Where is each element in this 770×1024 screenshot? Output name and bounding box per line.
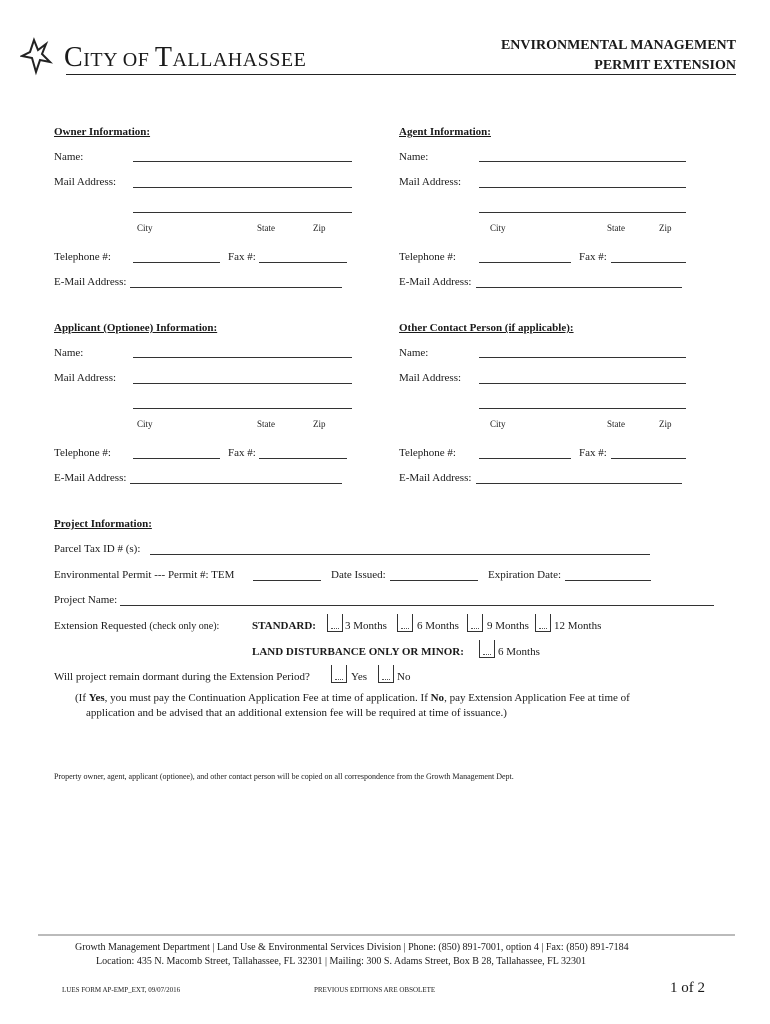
checkbox-dormant-no[interactable] [378,665,394,683]
owner-zip-label: Zip [313,223,326,233]
copy-notice: Property owner, agent, applicant (optionee), and other contact person will be copied on all correspondence from the Growth Management Dept. [54,772,514,781]
agent-fax-label: Fax #: [579,251,607,263]
applicant-fax-field[interactable] [259,458,347,459]
expiration-date-field[interactable] [565,580,651,581]
applicant-state-label: State [257,419,275,429]
other-telephone-field[interactable] [479,458,571,459]
agent-heading: Agent Information: [399,126,491,138]
fee-note-no: No [430,692,445,704]
owner-telephone-field[interactable] [133,262,220,263]
wordmark-ity-of: ITY OF [83,49,155,71]
applicant-email-label: E-Mail Address: [54,472,127,484]
page-number: 1 of 2 [670,980,705,996]
owner-fax-field[interactable] [259,262,347,263]
owner-email-field[interactable] [130,287,342,288]
label-12-months: 12 Months [554,620,602,632]
checkbox-12-months[interactable] [535,614,551,632]
permit-number-field[interactable] [253,580,321,581]
agent-zip-label: Zip [659,223,672,233]
form-title-line2: PERMIT EXTENSION [594,58,736,73]
form-title-line1: ENVIRONMENTAL MANAGEMENT [500,38,736,53]
other-name-label: Name: [399,347,429,359]
other-telephone-label: Telephone #: [399,447,456,459]
other-city-state-zip-field[interactable] [479,408,686,409]
fee-note-end: , pay Extension Application Fee at time of [444,692,630,704]
owner-email-label: E-Mail Address: [54,276,127,288]
wordmark-c: C [64,42,84,73]
label-dormant-no: No [397,671,411,683]
owner-name-label: Name: [54,151,84,163]
owner-name-field[interactable] [133,161,352,162]
fee-note-prefix: (If [75,692,89,704]
other-mail-field[interactable] [479,383,686,384]
agent-fax-field[interactable] [611,262,686,263]
fee-note-line1 [75,692,630,704]
land-disturbance-label: LAND DISTURBANCE ONLY OR MINOR: [252,646,464,658]
owner-city-state-zip-field[interactable] [133,212,352,213]
wordmark-allahassee: ALLAHASSEE [172,49,307,71]
other-name-field[interactable] [479,357,686,358]
applicant-name-label: Name: [54,347,84,359]
agent-name-label: Name: [399,151,429,163]
parcel-tax-id-label: Parcel Tax ID # (s): [54,543,141,555]
agent-state-label: State [607,223,625,233]
check-only-one-text: (check only one): [149,621,220,632]
applicant-telephone-label: Telephone #: [54,447,111,459]
applicant-telephone-field[interactable] [133,458,220,459]
project-heading: Project Information: [54,518,152,530]
agent-city-state-zip-field[interactable] [479,212,686,213]
owner-heading: Owner Information: [54,126,151,138]
fee-note-mid: , you must pay the Continuation Application Fee at time of application. If [104,692,431,704]
other-contact-heading: Other Contact Person (if applicable): [399,322,574,334]
owner-mail-label: Mail Address: [54,176,117,188]
agent-email-field[interactable] [476,287,682,288]
other-fax-field[interactable] [611,458,686,459]
applicant-mail-field[interactable] [133,383,352,384]
applicant-name-field[interactable] [133,357,352,358]
label-dormant-yes: Yes [351,671,368,683]
owner-city-label: City [137,223,153,233]
label-3-months: 3 Months [345,620,387,632]
owner-mail-field[interactable] [133,187,352,188]
footer-address-line: Location: 435 N. Macomb Street, Tallahassee, FL 32301 | Mailing: 300 S. Adams Street, Box B 28, Tallahassee, FL 32301 [96,956,586,967]
owner-state-label: State [257,223,275,233]
applicant-heading: Applicant (Optionee) Information: [54,322,218,334]
checkbox-6-months[interactable] [397,614,413,632]
fee-note-line2: application and be advised that an additional extension fee will be required at time of issuance.) [86,707,507,719]
owner-fax-label: Fax #: [228,251,256,263]
dormant-question: Will project remain dormant during the Extension Period? [54,671,310,683]
fee-note-yes: Yes [88,692,105,704]
header-rule [66,74,736,75]
checkbox-ld-6-months[interactable] [479,640,495,658]
expiration-date-label: Expiration Date: [488,569,562,581]
env-permit-label: Environmental Permit --- Permit #: TEM [54,569,235,581]
other-email-label: E-Mail Address: [399,472,472,484]
applicant-city-state-zip-field[interactable] [133,408,352,409]
applicant-mail-label: Mail Address: [54,372,117,384]
applicant-zip-label: Zip [313,419,326,429]
label-6-months: 6 Months [417,620,459,632]
obsolete-notice: PREVIOUS EDITIONS ARE OBSOLETE [314,986,436,994]
checkbox-3-months[interactable] [327,614,343,632]
agent-name-field[interactable] [479,161,686,162]
agent-city-label: City [490,223,506,233]
parcel-tax-id-field[interactable] [150,554,650,555]
other-city-label: City [490,419,506,429]
other-mail-label: Mail Address: [399,372,462,384]
standard-label: STANDARD: [252,620,316,632]
other-email-field[interactable] [476,483,682,484]
wordmark-t: T [154,42,173,73]
checkbox-9-months[interactable] [467,614,483,632]
form-id: LUES FORM AP-EMP_EXT, 09/07/2016 [62,986,181,994]
checkbox-dormant-yes[interactable] [331,665,347,683]
project-name-label: Project Name: [54,594,118,606]
owner-telephone-label: Telephone #: [54,251,111,263]
footer-rule [38,934,735,936]
other-fax-label: Fax #: [579,447,607,459]
applicant-email-field[interactable] [130,483,342,484]
applicant-city-label: City [137,419,153,429]
agent-telephone-field[interactable] [479,262,571,263]
other-zip-label: Zip [659,419,672,429]
applicant-fax-label: Fax #: [228,447,256,459]
extension-requested-label [54,620,219,632]
footer-contact-line: Growth Management Department | Land Use & Environmental Services Division | Phone: (850) 891-7001, option 4 | Fax: (850) 891-7184 [75,942,629,953]
agent-telephone-label: Telephone #: [399,251,456,263]
date-issued-label: Date Issued: [331,569,386,581]
project-name-field[interactable] [120,605,714,606]
agent-email-label: E-Mail Address: [399,276,472,288]
city-wordmark [64,44,306,74]
agent-mail-field[interactable] [479,187,686,188]
extension-requested-text: Extension Requested [54,620,147,632]
date-issued-field[interactable] [390,580,478,581]
agent-mail-label: Mail Address: [399,176,462,188]
label-ld-6-months: 6 Months [498,646,540,658]
label-9-months: 9 Months [487,620,529,632]
other-state-label: State [607,419,625,429]
city-logo-icon [20,36,66,76]
